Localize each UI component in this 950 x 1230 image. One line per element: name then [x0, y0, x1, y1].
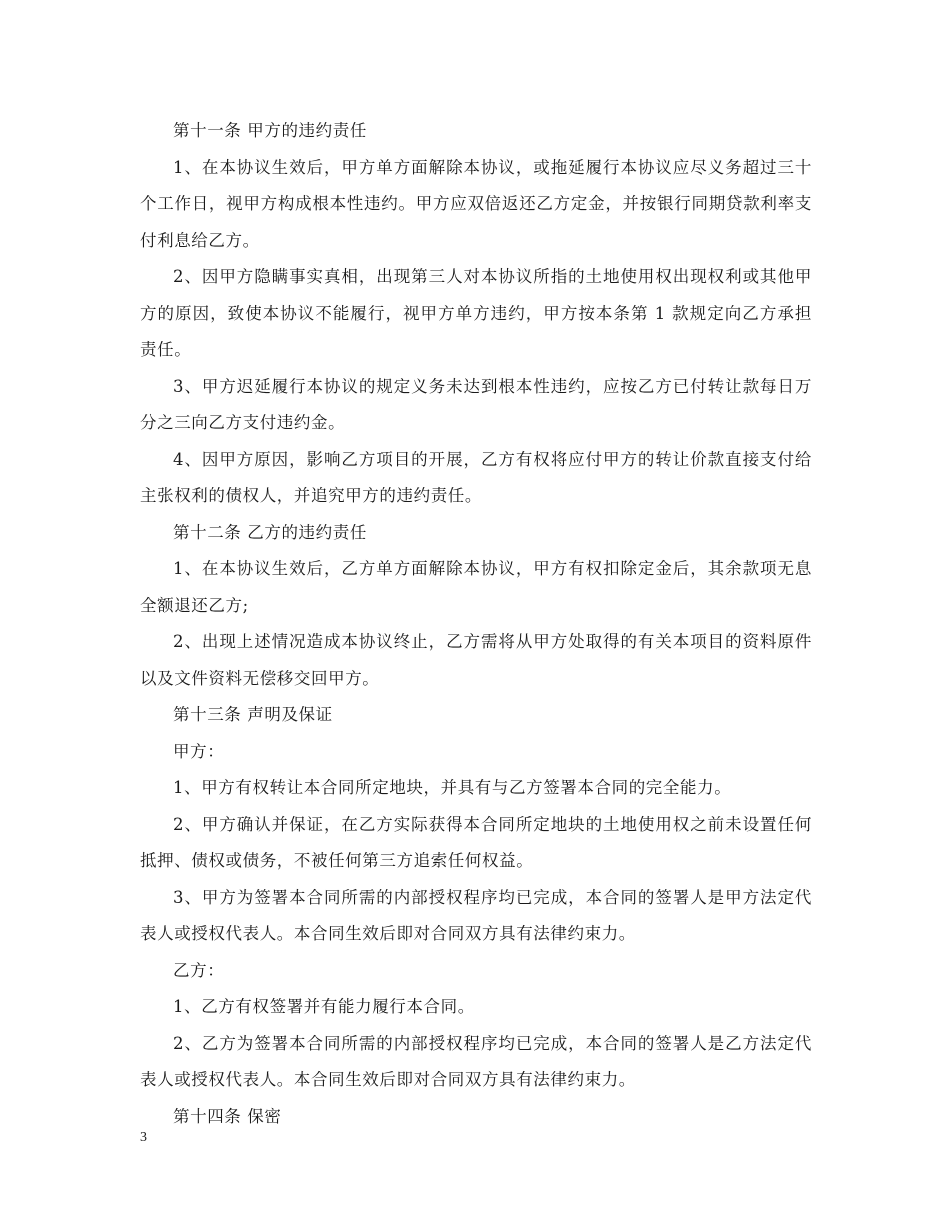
article-12-clause-2: 2、出现上述情况造成本协议终止，乙方需将从甲方处取得的有关本项目的资料原件以及文件资料无偿移交回甲方。 — [140, 632, 812, 688]
article-11-clause-4: 4、因甲方原因，影响乙方项目的开展，乙方有权将应付甲方的转让价款直接支付给主张权利的债权人，并追究甲方的违约责任。 — [140, 449, 812, 505]
article-13-heading: 第十三条 声明及保证 — [173, 705, 333, 724]
page-number: 3 — [140, 1130, 147, 1145]
document-body — [140, 113, 812, 1135]
article-11-clause-3: 3、甲方迟延履行本协议的规定义务未达到根本性违约，应按乙方已付转让款每日万分之三向乙方支付违约金。 — [140, 376, 812, 432]
party-b-clause-1: 1、乙方有权签署并有能力履行本合同。 — [173, 997, 475, 1016]
party-b-label: 乙方： — [173, 960, 225, 980]
article-11-clause-2: 2、因甲方隐瞒事实真相，出现第三人对本协议所指的土地使用权出现权利或其他甲方的原因，致使本协议不能履行，视甲方单方违约，甲方按本条第 1 款规定向乙方承担责任。 — [140, 267, 812, 359]
party-a-clause-1: 1、甲方有权转让本合同所定地块，并具有与乙方签署本合同的完全能力。 — [173, 778, 732, 797]
article-11-heading: 第十一条 甲方的违约责任 — [173, 121, 367, 140]
party-a-label: 甲方： — [173, 741, 225, 761]
party-a-clause-2: 2、甲方确认并保证，在乙方实际获得本合同所定地块的土地使用权之前未设置任何抵押、债权或债务，不被任何第三方追索任何权益。 — [140, 814, 812, 870]
article-12-clause-1: 1、在本协议生效后，乙方单方面解除本协议，甲方有权扣除定金后，其余款项无息全额退还乙方; — [140, 559, 812, 615]
party-b-clause-2: 2、乙方为签署本合同所需的内部授权程序均已完成，本合同的签署人是乙方法定代表人或授权代表人。本合同生效后即对合同双方具有法律约束力。 — [140, 1033, 812, 1089]
article-12-heading: 第十二条 乙方的违约责任 — [173, 522, 367, 542]
party-a-clause-3: 3、甲方为签署本合同所需的内部授权程序均已完成，本合同的签署人是甲方法定代表人或授权代表人。本合同生效后即对合同双方具有法律约束力。 — [140, 887, 812, 943]
article-14-heading: 第十四条 保密 — [173, 1106, 282, 1126]
article-11-clause-1: 1、在本协议生效后，甲方单方面解除本协议，或拖延履行本协议应尽义务超过三十个工作日，视甲方构成根本性违约。甲方应双倍返还乙方定金，并按银行同期贷款利率支付利息给乙方。 — [140, 157, 812, 250]
